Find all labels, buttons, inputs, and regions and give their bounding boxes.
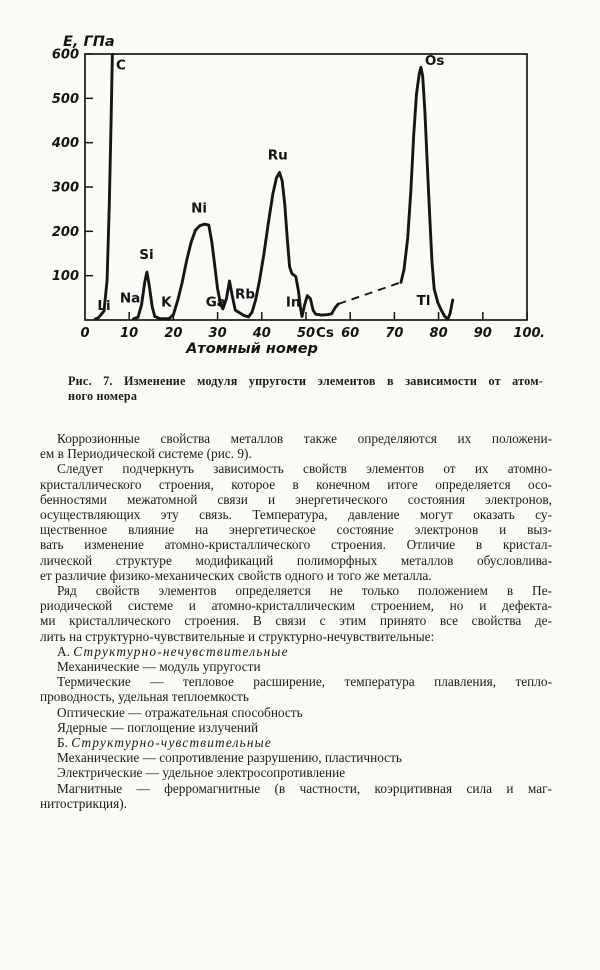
text-line: Механические — сопротивление разрушению, пластичность — [57, 750, 402, 766]
list-heading: Структурно-чувствительные — [71, 735, 272, 751]
text-line — [40, 735, 552, 750]
element-label-Rb: Rb — [234, 286, 256, 303]
plot-area — [51, 32, 545, 341]
figure-caption — [68, 374, 543, 404]
caption-line: Рис. 7. Изменение модуля упругости элементов в зависимости от атом- — [68, 374, 543, 388]
y-tick-label: 100 — [51, 269, 79, 285]
curve-segment — [95, 32, 113, 319]
y-tick-label: 600 — [51, 47, 79, 63]
y-tick-label: 500 — [51, 91, 79, 107]
text-line: нитострикция). — [40, 795, 128, 811]
x-tick-label: 80 — [429, 326, 448, 341]
caption-line: ного номера — [68, 389, 138, 403]
curve-dashed-segment — [338, 282, 401, 304]
list-marker: Б. — [57, 735, 72, 751]
figure-7 — [0, 0, 600, 404]
x-tick-label: 100 — [513, 326, 541, 341]
element-label-Li: Li — [97, 298, 111, 315]
list-marker: А. — [57, 643, 74, 659]
text-line: Механические — модуль упругости — [57, 659, 261, 675]
element-label-Na: Na — [119, 290, 141, 307]
curve-segment — [401, 67, 453, 319]
y-axis-title: Е, ГПа — [63, 34, 115, 50]
element-label-Os: Os — [424, 53, 445, 70]
text-line: Следует подчеркнуть зависимость свойств элементов от их атомно- — [57, 461, 552, 477]
element-label-Si: Si — [139, 246, 154, 263]
x-tick-label: 40 — [252, 326, 271, 341]
text-line: вать изменение атомно-кристаллического строения. Отличие в кристал- — [40, 537, 552, 553]
text-line: Ядерные — поглощение излучений — [57, 719, 259, 735]
text-line: кристаллического строения, которое в конечном итоге определяется осо- — [40, 476, 552, 492]
text-line: Электрические — удельное электросопротивление — [57, 765, 346, 781]
elasticity-vs-atomic-number-chart — [0, 0, 600, 366]
axis-note: Cs — [316, 325, 334, 341]
element-label-In: In — [285, 294, 301, 311]
element-label-C: C — [115, 57, 126, 74]
element-label-Ni: Ni — [191, 200, 208, 217]
x-tick-label: 50 — [296, 326, 316, 341]
text-line: лить на структурно-чувствительные и структурно-нечувствительные: — [40, 628, 435, 644]
axis-note: . — [539, 326, 545, 341]
element-label-Ru: Ru — [267, 147, 288, 164]
text-line: Оптические — отражательная способность — [57, 704, 303, 720]
y-tick-label: 400 — [51, 136, 79, 152]
text-line: проводность, удельная теплоемкость — [40, 689, 249, 705]
body-text — [40, 431, 552, 811]
x-tick-label: 20 — [164, 326, 183, 341]
text-line: Коррозионные свойства металлов также определяются их положени- — [57, 431, 552, 446]
text-line: лической структуре модификаций полиморфных металлов обусловлива- — [40, 552, 552, 568]
x-tick-label: 10 — [120, 326, 139, 341]
text-line: Термические — тепловое расширение, температура плавления, тепло- — [57, 674, 552, 690]
x-tick-label: 30 — [208, 326, 227, 341]
y-tick-label: 300 — [51, 180, 79, 196]
y-tick-label: 200 — [51, 224, 79, 240]
text-line: ми кристаллического строения. В связи с этим принято все свойства де- — [40, 613, 552, 629]
text-line: риодической системе и атомно-кристаллическим строением, но и дефекта- — [40, 598, 552, 614]
x-tick-label: 60 — [341, 326, 360, 341]
x-axis-title: Атомный номер — [186, 341, 318, 357]
x-tick-label: 70 — [385, 326, 404, 341]
element-label-Tl: Tl — [416, 292, 431, 309]
text-line: ем в Периодической системе (рис. 9). — [40, 446, 252, 462]
text-line: ет различие физико-механических свойств одного и того же металла. — [40, 567, 432, 583]
x-tick-label: 0 — [80, 326, 90, 341]
text-line: щественное влияние на энергетическое состояние электронов и выз- — [40, 522, 552, 538]
text-line — [40, 644, 552, 659]
text-line: Ряд свойств элементов определяется не только положением в Пе- — [57, 583, 552, 599]
element-label-K: K — [161, 294, 172, 311]
text-line: осуществляющих эту связь. Температура, давление могут оказать су- — [40, 507, 552, 523]
text-line: бенностями межатомной связи и энергетического состояния электронов, — [40, 491, 552, 507]
x-tick-label: 90 — [473, 326, 492, 341]
element-label-Ga: Ga — [205, 294, 226, 311]
text-line: Магнитные — ферромагнитные (в частности, коэрцитивная сила и маг- — [57, 780, 552, 796]
plot-border — [85, 54, 527, 320]
list-heading: Структурно-нечувствительные — [73, 643, 289, 659]
